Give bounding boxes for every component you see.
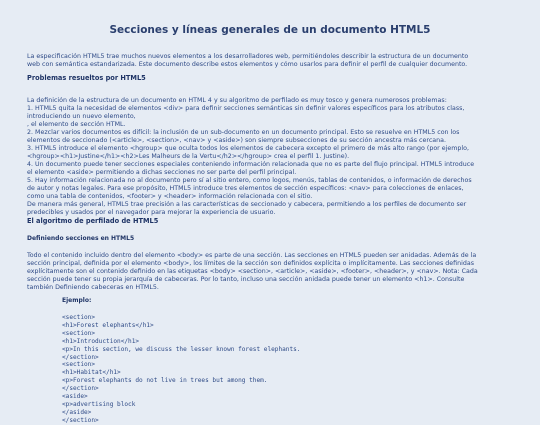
problems-line: 3. HTML5 introduce el elemento <hgroup> que oculta todos los elementos de cabecera excepto el primero de más alto rango (por ejemplo, [27, 145, 469, 152]
code-line: </section> [62, 416, 99, 424]
code-line: <aside> [62, 393, 88, 401]
defining-line: sección principal, definida por el elemento <body>, los límites de la sección son definidos explícita o implícitamente. Las secciones definidas [27, 260, 474, 267]
problems-line: 5. Hay información relacionada no al documento pero sí al sitio entero, como logos, menús, tablas de contenidos, o información de derechos [27, 177, 472, 184]
code-example [62, 314, 532, 425]
problems-line: <hgroup><h1>Justine</h1><h2>Les Malheurs de la Vertu</h2></hgroup> crea el perfil 1. Justine). [27, 153, 350, 160]
defining-paragraph [27, 252, 532, 292]
subsection-heading-defining: Definiendo secciones en HTML5 [27, 235, 135, 242]
code-line: <section> [62, 329, 96, 337]
problems-line: La definición de la estructura de un documento en HTML 4 y su algoritmo de perfilado es muy tosco y genera numerosos problemas: [27, 97, 447, 104]
problems-line: como una tabla de contenidos, <footer> y <header> información relacionada con el sitio. [27, 193, 313, 200]
intro-paragraph [27, 53, 532, 69]
problems-line: , el elemento de sección HTML. [27, 121, 126, 128]
defining-line: también Definiendo cabeceras en HTML5. [27, 284, 159, 291]
example-heading: Ejemplo: [62, 297, 92, 304]
code-line: <p>In this section, we discuss the lesser known forest elephants. [62, 345, 301, 353]
defining-line: Todo el contenido incluido dentro del elemento <body> es parte de una sección. Las secciones en HTML5 pueden ser anidadas. Además de la [27, 252, 477, 259]
section-heading-problems: Problemas resueltos por HTML5 [27, 74, 146, 82]
problems-line: De manera más general, HTML5 trae precisión a las características de seccionado y cabecera, permitiendo a los perfiles de documento ser [27, 201, 467, 208]
problems-line: 1. HTML5 quita la necesidad de elementos <div> para definir secciones semánticas sin definir valores específicos para los atributos class, [27, 105, 465, 112]
problems-line: de autor y notas legales. Para ese propósito, HTML5 introduce tres elementos de sección específicos: <nav> para colecciones de enlaces, [27, 185, 464, 192]
code-line: </aside> [62, 408, 92, 416]
code-line: <p>Forest elephants do not live in trees but among them. [62, 377, 268, 385]
problems-line: 4. Un documento puede tener secciones especiales conteniendo información relacionada que no es parte del flujo principal. HTML5 introduce [27, 161, 475, 168]
code-line: <h1>Habitat</h1> [62, 369, 121, 377]
code-line: <p>advertising block [62, 400, 136, 408]
page-title: Secciones y líneas generales de un documento HTML5 [109, 24, 431, 36]
code-line: <h1>Introduction</h1> [62, 337, 140, 345]
defining-line: sección puede tener su propia jerarquía de cabeceras. Por lo tanto, incluso una sección anidada puede tener un elemento <h1>. Consulte [27, 276, 465, 283]
problems-paragraph [27, 97, 532, 217]
defining-line: explícitamente son el contenido definido en las etiquetas <body> <section>, <article>, <aside>, <footer>, <header>, y <nav>. Nota: Cada [27, 268, 478, 275]
code-line: </section> [62, 385, 99, 393]
section-heading-algorithm: El algoritmo de perfilado de HTML5 [27, 217, 159, 225]
intro-line: web con semántica estandarizada. Este documento describe estos elementos y cómo usarlos para definir el perfil de cualquier documento. [27, 61, 468, 68]
code-line: </section> [62, 353, 99, 361]
problems-line: 2. Mezclar varios documentos es difícil: la inclusión de un sub-documento en un documento principal. Esto se resuelve en HTML5 con los [27, 129, 460, 136]
problems-line: introduciendo un nuevo elemento, [27, 113, 136, 120]
intro-line: La especificación HTML5 trae muchos nuevos elementos a los desarrolladores web, permitiéndoles describir la estructura de un documento [27, 53, 469, 60]
problems-line: elementos de seccionado (<article>, <section>, <nav> y <aside>) son siempre subsecciones de su sección ancestra más cercana. [27, 137, 447, 144]
code-line: <section> [62, 314, 96, 321]
problems-line: predecibles y usados por el navegador para mejorar la experiencia de usuario. [27, 209, 276, 216]
code-line: <h1>Forest elephants</h1> [62, 321, 154, 329]
problems-line: el elemento <aside> permitiendo a dichas secciones no ser parte del perfil principal. [27, 169, 297, 176]
code-line: <section> [62, 361, 96, 369]
